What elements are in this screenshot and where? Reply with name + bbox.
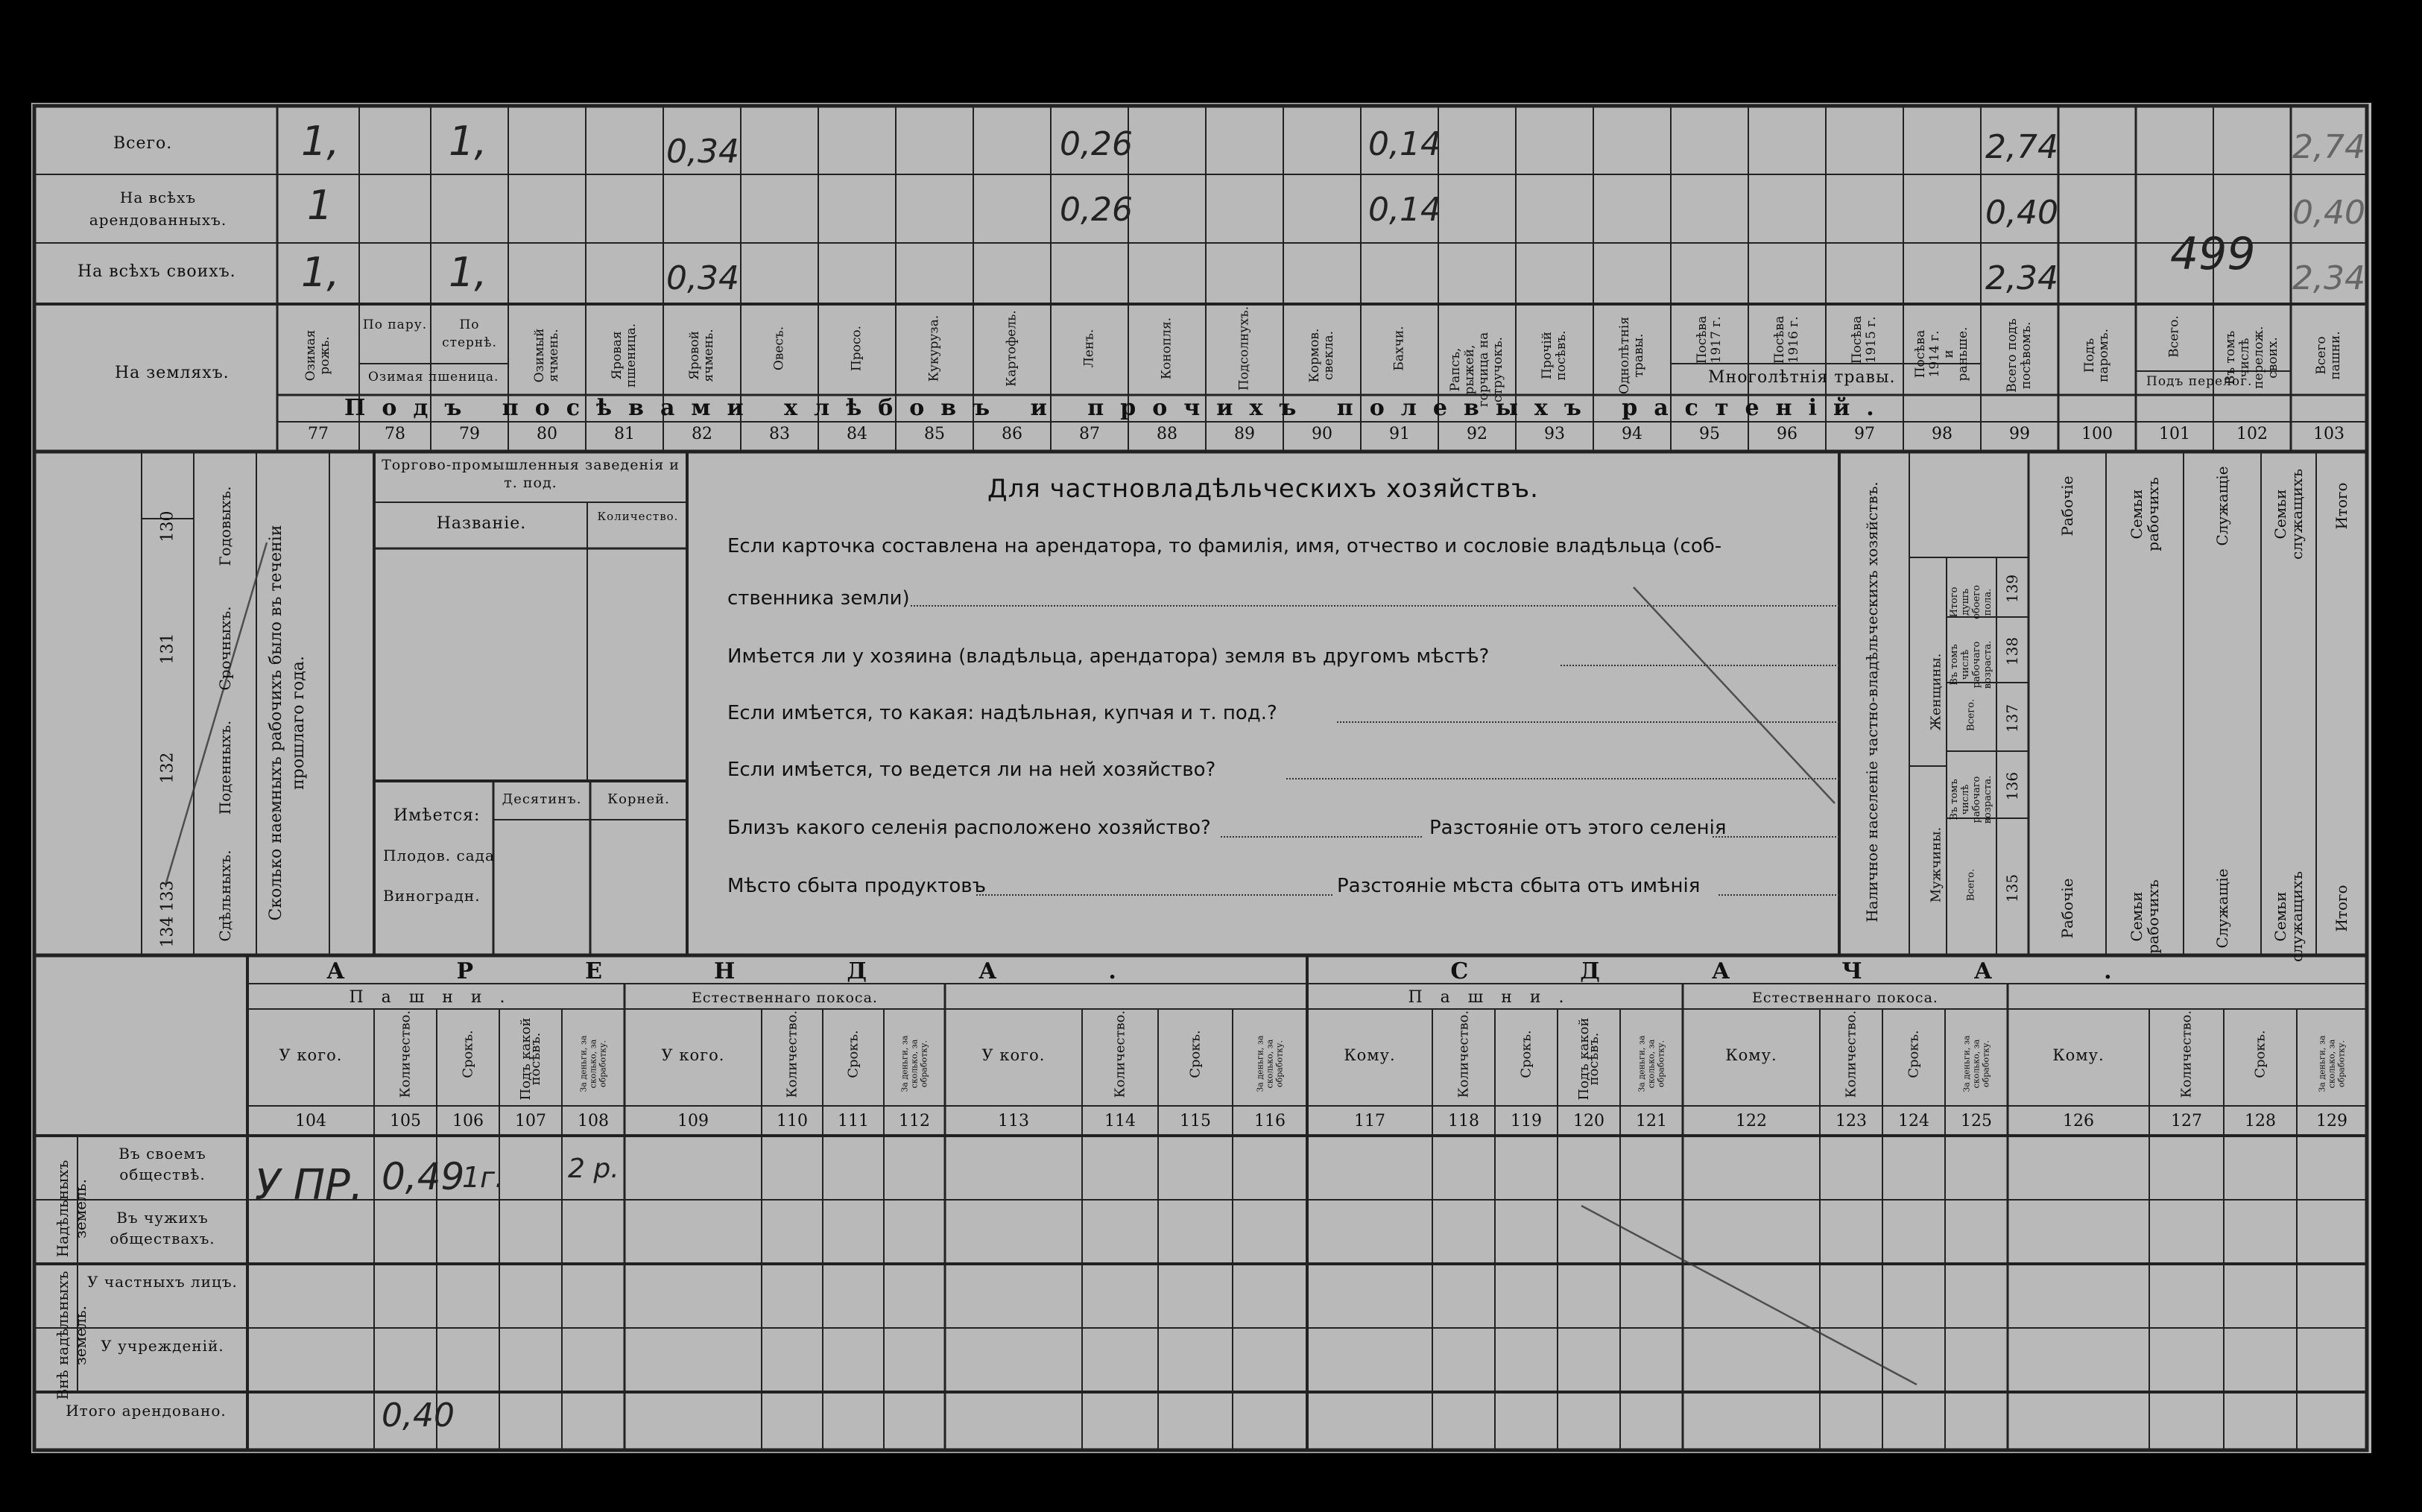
- lease-number-9: 112: [899, 1112, 930, 1130]
- crop-header-16: Рапсъ, рыжей, горчица на стручокъ.: [1448, 332, 1505, 408]
- arenda-title: АРЕНДА.: [326, 958, 1228, 984]
- staff-col-top-3: Служащiе: [2213, 466, 2231, 546]
- has-row-orchard: Плодов. сада: [383, 847, 495, 864]
- workers-col-1: Годовыхъ.: [216, 486, 234, 566]
- lease-number-4: 107: [515, 1112, 546, 1130]
- crop-header-8: Просо.: [849, 325, 864, 372]
- crop-header-1: Озимая рожь.: [303, 329, 332, 382]
- lease-number-14: 117: [1354, 1112, 1385, 1130]
- has-col-desyatin: Десятинъ.: [502, 791, 582, 807]
- question-farming: Если имѣется, то ведется ли на ней хозяйство?: [727, 759, 1216, 781]
- lease-header-2: Количество.: [397, 1010, 414, 1098]
- staff-col-top-5: Итого: [2333, 482, 2350, 530]
- wheat-group: Озимая пшеница.: [368, 370, 499, 385]
- lease-header-5: За деньги, за сколько, за обработку.: [578, 1035, 608, 1092]
- staff-col-top-2: Семьи рабочихъ: [2128, 477, 2162, 551]
- lease-number-17: 120: [1573, 1112, 1604, 1130]
- hw-r3-c1: 1,: [301, 249, 340, 296]
- crop-header-14: Кормов. свекла.: [1307, 328, 1336, 383]
- row-private: У частныхъ лицъ.: [87, 1273, 238, 1291]
- lease-header-24: Количество.: [2178, 1010, 2195, 1098]
- census-card: [31, 103, 2371, 1453]
- answer-village-distance[interactable]: [1713, 820, 1839, 838]
- women-label: Женщины.: [1928, 653, 1944, 731]
- hw-r2-c4: 0,40: [1985, 194, 2058, 232]
- lease-number-21: 124: [1898, 1112, 1929, 1130]
- row-label-own: На всѣхъ своихъ.: [78, 262, 236, 281]
- staff-col-bottom-3: Служащiе: [2213, 868, 2231, 949]
- pop-num-1: 135: [2003, 873, 2021, 903]
- question-market-distance: Разстоянiе мѣста сбыта отъ имѣнiя: [1337, 875, 1701, 897]
- crop-header-26: Въ томъ числѣ перелож. своих.: [2223, 326, 2280, 389]
- lease-header-6: У кого.: [661, 1046, 725, 1064]
- lease-number-19: 122: [1736, 1112, 1767, 1130]
- answer-other-land[interactable]: [1561, 648, 1839, 666]
- has-row-vineyard: Виноградн.: [383, 887, 481, 905]
- hw-r3-c4: 2,34: [1985, 259, 2058, 297]
- hw-r1-c6: 2,74: [1985, 128, 2058, 166]
- lease-header-7: Количество.: [784, 1010, 800, 1098]
- hw-r1-c2: 1,: [449, 118, 487, 165]
- lease-number-6: 109: [677, 1112, 709, 1130]
- crop-number-19: 95: [1699, 425, 1720, 443]
- crop-header-11: Ленъ.: [1081, 329, 1097, 368]
- lease-number-16: 119: [1511, 1112, 1542, 1130]
- lease-number-8: 111: [838, 1112, 869, 1130]
- answer-owner[interactable]: [911, 589, 1839, 607]
- lease-number-23: 126: [2063, 1112, 2094, 1130]
- crop-header-17: Прочiй посѣвъ.: [1540, 330, 1569, 381]
- group-non-allotment: Внѣ надѣльныхъ земель.: [54, 1271, 89, 1400]
- lease-header-13: За деньги, за сколько, за обработку.: [1255, 1035, 1285, 1092]
- crop-header-18: Однолѣтнiя травы.: [1617, 317, 1646, 394]
- lease-number-26: 129: [2316, 1112, 2347, 1130]
- pop-col-4: Въ томъ числѣ рабочаго возраста.: [1949, 640, 1993, 689]
- crop-number-22: 98: [1932, 425, 1953, 443]
- crop-number-1: 77: [308, 425, 329, 443]
- crop-number-4: 80: [537, 425, 557, 443]
- lease-header-17: Подъ какой посѣвъ.: [1576, 1017, 1602, 1101]
- crop-header-24: Подъ паромъ.: [2082, 328, 2111, 383]
- lease-header-19: Кому.: [1725, 1046, 1777, 1064]
- crop-number-25: 101: [2159, 425, 2190, 443]
- crop-number-10: 86: [1002, 425, 1022, 443]
- workers-num-5: 134: [158, 916, 177, 948]
- row-total-rented: Итого арендовано.: [66, 1402, 227, 1420]
- staff-col-top-1: Рабочiе: [2058, 475, 2076, 537]
- hw-total: 0,40: [382, 1396, 455, 1434]
- lease-header-20: Количество.: [1843, 1010, 1859, 1098]
- crop-header-13: Подсолнухъ.: [1236, 306, 1252, 391]
- crop-header-21: Посѣва 1915 г.: [1850, 315, 1879, 364]
- hw-r1-c1: 1,: [301, 118, 340, 165]
- hw-rent-extra: 1г.: [462, 1161, 505, 1194]
- lease-number-24: 127: [2171, 1112, 2202, 1130]
- crop-number-13: 89: [1234, 425, 1255, 443]
- crop-number-14: 90: [1312, 425, 1332, 443]
- pop-col-2: Въ томъ числѣ рабочаго возраста.: [1949, 775, 1993, 824]
- answer-land-type[interactable]: [1337, 705, 1839, 723]
- hw-r1-c5: 0,14: [1368, 125, 1441, 163]
- crop-header-27: Всего пашни.: [2314, 331, 2343, 380]
- row-label-land: На земляхъ.: [115, 364, 230, 382]
- sdacha-pashni: Пашни.: [1408, 988, 1582, 1007]
- pop-col-3: Всего.: [1965, 698, 1977, 732]
- lease-number-20: 123: [1836, 1112, 1867, 1130]
- crop-header-7: Овесъ.: [771, 326, 787, 371]
- question-owner-cont: ственника земли): [727, 587, 910, 610]
- lease-number-11: 114: [1104, 1112, 1136, 1130]
- crop-number-11: 87: [1079, 425, 1100, 443]
- crop-number-9: 85: [924, 425, 945, 443]
- hw-r1-c4: 0,26: [1060, 125, 1133, 163]
- lease-header-1: У кого.: [279, 1046, 343, 1064]
- workers-col-2: Срочныхъ.: [216, 606, 234, 691]
- crop-header-9: Кукуруза.: [926, 314, 942, 382]
- workers-num-2: 131: [158, 633, 177, 665]
- workers-num-4: 133: [158, 880, 177, 912]
- crop-header-4: Озимый ячмень.: [532, 328, 561, 383]
- hw-r2-c2: 0,26: [1060, 191, 1133, 229]
- crops-banner: Подъ посѣвами хлѣбовъ и прочихъ полевыхъ растенiй.: [344, 395, 1891, 421]
- crop-number-18: 94: [1622, 425, 1642, 443]
- crop-number-27: 103: [2313, 425, 2344, 443]
- hw-note: 499: [2170, 228, 2256, 280]
- question-land-type: Если имѣется, то какая: надѣльная, купчая и т. под.?: [727, 702, 1277, 724]
- crop-header-23: Всего подъ посѣвомъ.: [2005, 318, 2034, 393]
- crop-number-7: 83: [769, 425, 790, 443]
- lease-header-3: Срокъ.: [460, 1030, 476, 1078]
- crop-number-5: 81: [614, 425, 635, 443]
- hw-r1-c7: 2,74: [2292, 128, 2365, 166]
- crop-header-20: Посѣва 1916 г.: [1772, 315, 1801, 364]
- lease-number-10: 113: [998, 1112, 1029, 1130]
- lease-header-10: У кого.: [981, 1046, 1046, 1064]
- lease-header-18: За деньги, за сколько, за обработку.: [1637, 1035, 1666, 1092]
- lease-header-14: Кому.: [1344, 1046, 1396, 1064]
- hw-r3-c5: 2,34: [2292, 259, 2365, 297]
- crop-number-24: 100: [2081, 425, 2113, 443]
- crop-header-22: Посѣва 1914 г. и раньше.: [1913, 326, 1970, 382]
- hw-r3-c3: 0,34: [666, 259, 739, 297]
- question-other-land: Имѣется ли у хозяина (владѣльца, арендатора) земля въ другомъ мѣстѣ?: [727, 645, 1490, 668]
- answer-farming[interactable]: [1286, 762, 1839, 779]
- crop-header-10: Картофель.: [1004, 310, 1019, 387]
- crop-number-15: 91: [1389, 425, 1410, 443]
- crop-number-3: 79: [459, 425, 480, 443]
- lease-number-18: 121: [1636, 1112, 1667, 1130]
- crop-number-12: 88: [1157, 425, 1177, 443]
- pop-num-5: 139: [2003, 574, 2021, 604]
- crop-number-20: 96: [1777, 425, 1797, 443]
- question-village-distance: Разстоянiе отъ этого селенiя: [1429, 817, 1727, 839]
- trade-col-name: Названiе.: [436, 514, 527, 533]
- fallow-group: Подъ перелог.: [2146, 374, 2253, 389]
- crop-number-6: 82: [692, 425, 712, 443]
- hw-rent-qty: 0,49: [382, 1155, 465, 1198]
- hw-r1-c3: 0,34: [666, 133, 739, 171]
- crop-header-19: Посѣва 1917 г.: [1695, 315, 1724, 364]
- pop-col-1: Всего.: [1965, 868, 1977, 902]
- crop-header-5: Яровая пшеница.: [610, 323, 639, 388]
- hw-r2-c3: 0,14: [1368, 191, 1441, 229]
- staff-col-top-4: Семьи служащихъ: [2271, 469, 2306, 560]
- lease-number-12: 115: [1180, 1112, 1211, 1130]
- workers-col-4: Сдѣльныхъ.: [216, 850, 234, 942]
- lease-header-25: Срокъ.: [2252, 1030, 2268, 1078]
- crop-number-8: 84: [847, 425, 867, 443]
- lease-header-11: Количество.: [1112, 1010, 1128, 1098]
- sdacha-pokos: Естественнаго покоса.: [1752, 990, 1938, 1006]
- hw-r2-c5: 0,40: [2292, 194, 2365, 232]
- crop-number-17: 93: [1544, 425, 1565, 443]
- question-owner: Если карточка составлена на арендатора, то фамилiя, имя, отчество и сословiе владѣльца (соб-: [727, 535, 1722, 557]
- crop-header-3: По стернѣ.: [442, 317, 497, 350]
- group-allotment: Надѣльныхъ земель.: [54, 1160, 89, 1258]
- answer-market[interactable]: [976, 878, 1332, 896]
- hw-rent-who: У ПР.: [255, 1161, 364, 1209]
- lease-number-13: 116: [1254, 1112, 1286, 1130]
- lease-header-9: За деньги, за сколько, за обработку.: [899, 1035, 929, 1092]
- answer-village[interactable]: [1221, 820, 1422, 838]
- lease-header-8: Срокъ.: [845, 1030, 861, 1078]
- crop-number-2: 78: [385, 425, 405, 443]
- lease-header-21: Срокъ.: [1906, 1030, 1922, 1078]
- staff-col-bottom-5: Итого: [2333, 885, 2350, 932]
- crop-number-26: 102: [2236, 425, 2268, 443]
- hw-r3-c2: 1,: [449, 249, 487, 296]
- lease-header-23: Кому.: [2052, 1046, 2105, 1064]
- workers-num-1: 130: [158, 510, 177, 543]
- staff-col-bottom-1: Рабочiе: [2058, 878, 2076, 939]
- has-col-roots: Корней.: [607, 791, 670, 807]
- lease-number-25: 128: [2245, 1112, 2276, 1130]
- lease-header-26: За деньги, за сколько, за обработку.: [2317, 1035, 2347, 1092]
- hw-rent-pay: 2 р.: [568, 1154, 619, 1184]
- lease-header-12: Срокъ.: [1187, 1030, 1204, 1078]
- grass-group: Многолѣтнiя травы.: [1708, 368, 1896, 387]
- workers-title: Сколько наемныхъ рабочихъ было въ теченiи прошлаго года.: [267, 525, 308, 921]
- lease-number-2: 105: [390, 1112, 421, 1130]
- lease-number-5: 108: [578, 1112, 609, 1130]
- row-institutions: У учрежденiй.: [101, 1337, 224, 1355]
- crop-header-2: По пару.: [362, 317, 428, 332]
- workers-num-3: 132: [158, 752, 177, 784]
- hw-r2-c1: 1: [307, 182, 333, 229]
- crop-header-6: Яровой ячмень.: [687, 329, 716, 382]
- crop-header-12: Конопля.: [1159, 317, 1174, 380]
- has-label: Имѣется:: [393, 806, 481, 825]
- lease-header-22: За деньги, за сколько, за обработку.: [1961, 1035, 1991, 1092]
- crop-number-23: 99: [2009, 425, 2030, 443]
- arenda-pashni: Пашни.: [349, 988, 523, 1007]
- workers-col-3: Поденныхъ.: [216, 720, 234, 815]
- row-own-community: Въ своемъ обществѣ.: [118, 1145, 206, 1183]
- pop-num-3: 137: [2003, 703, 2021, 733]
- crop-number-16: 92: [1467, 425, 1487, 443]
- pop-col-5: Итого душъ обоего пола.: [1949, 585, 1993, 619]
- crop-number-21: 97: [1854, 425, 1875, 443]
- row-label-total: Всего.: [113, 134, 173, 153]
- lease-number-15: 118: [1448, 1112, 1479, 1130]
- form-title: Для частновладѣльческихъ хозяйствъ.: [987, 474, 1539, 504]
- staff-col-bottom-2: Семьи рабочихъ: [2128, 879, 2162, 954]
- sdacha-title: СДАЧА.: [1450, 958, 2224, 984]
- crop-header-25: Всего.: [2166, 315, 2182, 358]
- answer-market-distance[interactable]: [1719, 878, 1839, 896]
- pop-num-4: 138: [2003, 636, 2021, 666]
- pop-num-2: 136: [2003, 771, 2021, 801]
- lease-number-7: 110: [777, 1112, 808, 1130]
- trade-title: Торгово-промышленныя заведенiя и т. под.: [382, 457, 680, 491]
- lease-number-1: 104: [295, 1112, 326, 1130]
- men-label: Мужчины.: [1928, 826, 1944, 903]
- lease-header-15: Количество.: [1455, 1010, 1472, 1098]
- question-village: Близъ какого селенiя расположено хозяйство?: [727, 817, 1211, 839]
- lease-header-16: Срокъ.: [1518, 1030, 1534, 1078]
- staff-col-bottom-4: Семьи служащихъ: [2271, 871, 2306, 962]
- lease-header-4: Подъ какой посѣвъ.: [518, 1017, 543, 1101]
- question-market: Мѣсто сбыта продуктовъ: [727, 875, 986, 897]
- lease-number-22: 125: [1961, 1112, 1992, 1130]
- population-title: Наличное населенiе частно-владѣльческихъ хозяйствъ.: [1863, 481, 1881, 923]
- arenda-pokos: Естественнаго покоса.: [692, 990, 878, 1006]
- row-label-rented: На всѣхъ арендованныхъ.: [89, 189, 227, 229]
- trade-col-qty: Количество.: [597, 510, 679, 523]
- lease-number-3: 106: [452, 1112, 484, 1130]
- crop-header-15: Бахчи.: [1391, 326, 1407, 371]
- row-other-community: Въ чужихъ обществахъ.: [110, 1209, 215, 1247]
